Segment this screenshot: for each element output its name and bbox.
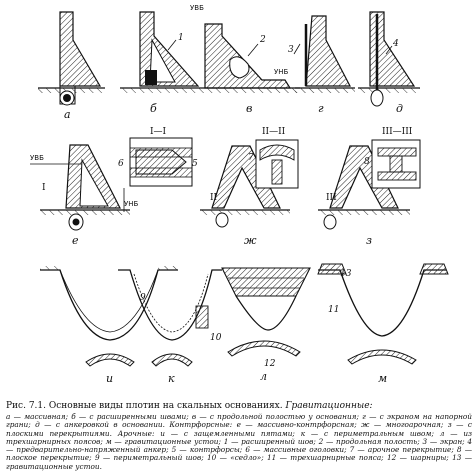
section-mark-II: II — [210, 193, 218, 203]
panel-k-perimeter-joint-arch — [118, 270, 222, 366]
panel-label-v: в — [246, 102, 253, 115]
callout-2: 2 — [260, 35, 266, 45]
panel-label-z: з — [366, 234, 372, 247]
downstream-level-label-e: УНБ — [124, 200, 139, 208]
panel-label-g: г — [318, 102, 324, 115]
callout-8: 8 — [364, 157, 370, 167]
callout-12: 12 — [264, 359, 276, 369]
caption-title-italic: Гравитационные: — [285, 401, 373, 411]
caption-title-prefix: Рис. 7.1. — [6, 401, 46, 411]
panel-e-massive-buttress-dam — [30, 138, 192, 230]
callout-1: 1 — [178, 33, 184, 43]
panel-g-screen-dam — [294, 16, 355, 93]
panel-label-k: к — [168, 372, 175, 385]
callout-4: 4 — [393, 39, 399, 49]
panel-z-flat-slab-dam — [318, 140, 420, 229]
section-label-III-III: III—III — [382, 127, 413, 137]
panel-label-a: а — [64, 108, 71, 121]
panel-label-m: м — [378, 372, 388, 385]
caption-title-main: Основные виды плотин на скальных основаниях. — [48, 401, 283, 411]
callout-9: 9 — [140, 293, 146, 303]
callout-3: 3 — [288, 45, 294, 55]
figure-caption — [6, 401, 472, 471]
panel-a-massive-dam — [38, 12, 105, 105]
upstream-level-label: УВБ — [190, 4, 204, 12]
caption-title — [6, 401, 472, 412]
panel-b-wide-joint-dam — [120, 12, 205, 93]
panel-d-anchored-dam — [358, 12, 420, 106]
section-II-II — [256, 140, 298, 188]
panel-label-i: и — [106, 372, 114, 385]
caption-legend: а — массивная; б — с расширенными швами; в — с продольной полостью у основания; г — с экраном на напорной грани; д — с анкеровкой в основании. Контрфорсные: е — массивно-контрфорсная; ж — многоарочная; з — с плоскими перекрытиями. Арочные: и — с защемленными пятами; к — с периметральным швом; л — из трехшарнирных поясов; м — гравитационные устои; 1 — расширенный шов; 2 — продольная полость; 3 — экран; 4 — предварительно-напряженный анкер; 5 — контрфорсы; 6 — массивные оголовки; 7 — арочное перекрытие; 8 — плоское перекрытие; 9 — периметральный шов; 10 — «седло»; 11 — трехшарнирные пояса; 12 — шарниры; 13 — гравитационные устои. — [6, 412, 472, 471]
callout-11: 11 — [328, 305, 340, 315]
upstream-level-label-e: УВБ — [30, 154, 44, 162]
panel-label-d: д — [396, 102, 403, 115]
section-mark-III: III — [326, 193, 337, 203]
callout-5: 5 — [192, 159, 198, 169]
section-label-II-II: II—II — [262, 127, 286, 137]
downstream-level-label: УНБ — [274, 68, 289, 76]
panel-i-fixed-abutment-arch — [40, 266, 178, 366]
section-mark-I: I — [42, 183, 46, 193]
callout-7: 7 — [248, 153, 254, 163]
section-I-I — [130, 138, 192, 186]
callout-6: 6 — [118, 159, 124, 169]
panel-label-e: е — [72, 234, 79, 247]
panel-label-zh: ж — [244, 234, 257, 247]
panel-l-three-hinge-belt-arch — [222, 268, 310, 356]
callout-13: 13 — [340, 269, 352, 279]
panel-labels — [64, 102, 403, 385]
section-III-III — [372, 140, 420, 188]
panel-label-b: б — [150, 102, 157, 115]
section-label-I-I: I—I — [150, 127, 167, 137]
callout-10: 10 — [210, 333, 222, 343]
panel-v-longitudinal-cavity-dam — [205, 24, 300, 93]
panel-label-l: л — [260, 370, 268, 383]
